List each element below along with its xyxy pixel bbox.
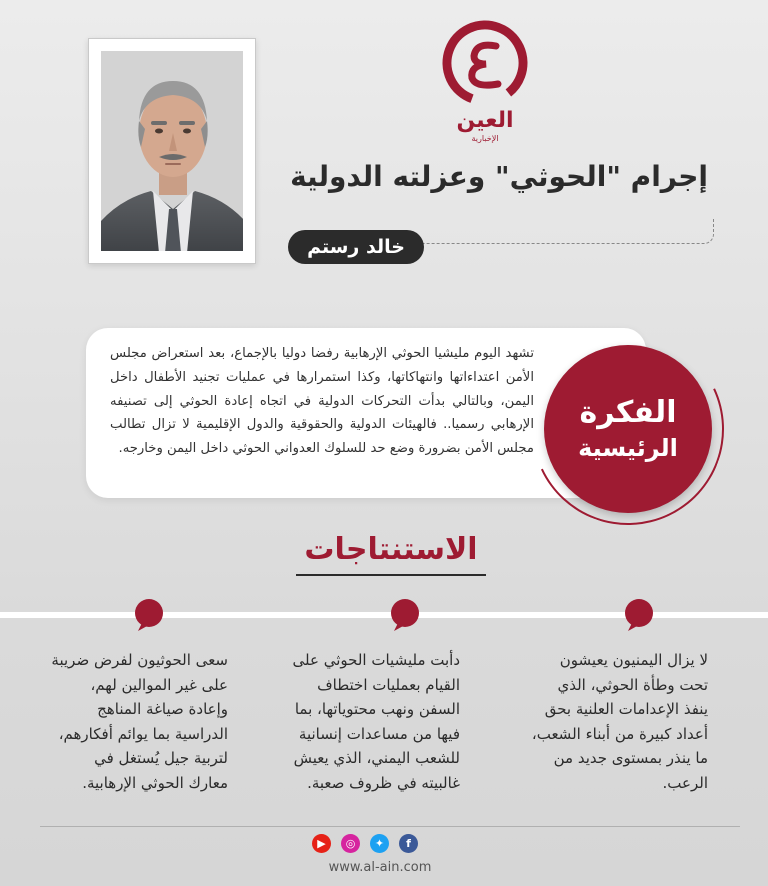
instagram-icon[interactable]: ◎: [341, 834, 360, 853]
footer-divider: [40, 826, 740, 827]
conclusion-item-2: دأبت مليشيات الحوثي على القيام بعمليات اختطاف السفن ونهب محتوياتها، بما فيها من مساعدات إنسانية للشعب اليمني، الذي يعيش غالبيته في ظروف صعبة.: [292, 651, 460, 792]
speech-bubble-icon: [132, 598, 166, 632]
website-link[interactable]: www.al-ain.com: [328, 860, 432, 875]
article-title: إجرام "الحوثي" وعزلته الدولية: [290, 160, 708, 193]
social-links: [312, 834, 420, 856]
twitter-icon[interactable]: ✦: [370, 834, 389, 853]
badge-line-1: الفكرة: [579, 395, 677, 430]
author-name-badge: خالد رستم: [288, 230, 424, 264]
conclusion-item-3: سعى الحوثيون لفرض ضريبة على غير الموالين لهم، وإعادة صياغة المناهج الدراسية بما يوائم أفكارهم، لتربية جيل يُستغل في معارك الحوثي الإرهابية.: [51, 651, 228, 792]
logo-name: العين: [456, 108, 514, 133]
conclusions-underline: [296, 574, 486, 576]
speech-bubble-icon: [622, 598, 656, 632]
logo-mark-icon: [440, 18, 530, 108]
logo-subtitle: الإخبارية: [471, 134, 499, 143]
speech-bubble-icon: [388, 598, 422, 632]
al-ain-logo: [440, 18, 530, 143]
author-photo-frame: [88, 38, 256, 264]
portrait-illustration: [101, 51, 243, 251]
main-idea-badge: [544, 345, 712, 513]
badge-line-2: الرئيسية: [578, 434, 678, 462]
facebook-icon[interactable]: f: [399, 834, 418, 853]
conclusion-item-1: لا يزال اليمنيون يعيشون تحت وطأة الحوثي، الذي ينفذ الإعدامات العلنية بحق أعداد كبيرة من أبناء الشعب، ما ينذر بمستوى جديد من الرعب.: [531, 651, 708, 792]
author-photo: [101, 51, 243, 251]
conclusions-heading: الاستنتاجات: [304, 532, 478, 567]
main-idea-text: تشهد اليوم مليشيا الحوثي الإرهابية رفضا دوليا بالإجماع، بعد استعراض مجلس الأمن اعتداءاتها وانتهاكاتها، وكذا استمرارها في عمليات تجنيد الأطفال داخل اليمن، وبالتالي بدأت التحركات الدولية في اتجاه إعادة الحوثي إلى تصنيفه الإرهابي رسميا.. فالهيئات الدولية والحقوقية والدول الإقليمية لا تزال تطالب مجلس الأمن بضرورة وضع حد للسلوك العدواني الحوثي داخل اليمن وخارجه.: [110, 346, 534, 457]
youtube-icon[interactable]: ▶: [312, 834, 331, 853]
